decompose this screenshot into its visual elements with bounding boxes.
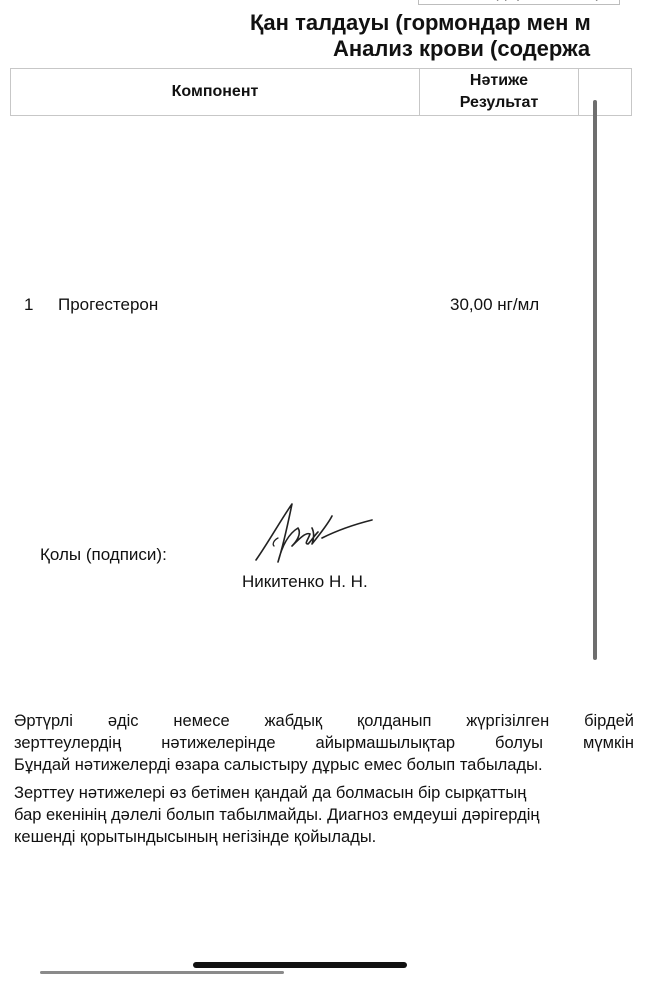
home-indicator[interactable]	[193, 962, 407, 968]
handwritten-signature	[248, 498, 378, 568]
horizontal-scroll-indicator[interactable]	[40, 971, 284, 974]
word: қолданып	[357, 712, 432, 730]
signature-label: Қолы (подписи):	[40, 545, 167, 564]
result-header-label-ru: Результат	[459, 94, 539, 111]
top-cut-cell	[418, 0, 620, 5]
word: мүмкін	[583, 734, 634, 752]
title-kazakh: Қан талдауы (гормондар мен м	[250, 10, 591, 35]
disclaimer-line	[14, 732, 634, 754]
disclaimer-line: Зерттеу нәтижелері өз бетімен қандай да болмасын бір сырқаттың	[14, 784, 527, 802]
row-result-value: 30,00 нг/мл	[450, 295, 540, 314]
results-table-header	[10, 68, 632, 116]
word: нәтижелерінде	[161, 734, 276, 752]
signer-name: Никитенко Н. Н.	[242, 572, 368, 591]
column-header-component	[11, 69, 420, 115]
column-header-cut	[579, 69, 639, 115]
title-russian: Анализ крови (содержа	[333, 36, 591, 61]
disclaimer-paragraph-1	[14, 710, 634, 776]
disclaimer-paragraph-2	[14, 782, 634, 848]
word: айырмашылықтар	[315, 734, 455, 752]
disclaimer-line: Бұндай нәтижелерді өзара салыстыру дұрыс емес болып табылады.	[14, 756, 543, 774]
word: немесе	[173, 712, 230, 730]
word: болуы	[495, 734, 544, 752]
page-edge-scrollbar[interactable]	[593, 100, 597, 660]
component-header-label: Компонент	[171, 83, 259, 100]
word: жабдық	[264, 712, 323, 730]
row-component-name: Прогестерон	[58, 295, 159, 314]
word: бірдей	[584, 712, 634, 730]
word: әдіс	[107, 712, 139, 730]
disclaimer-line: бар екенінің дәлелі болып табылмайды. Диагноз емдеуші дәрігердің	[14, 806, 540, 824]
column-header-result	[420, 69, 579, 115]
word: Әртүрлі	[14, 712, 73, 730]
top-cut-text	[479, 0, 653, 2]
word: жүргізілген	[466, 712, 550, 730]
disclaimer-line: кешенді қорытындысының негізінде қойылады.	[14, 828, 377, 846]
row-number: 1	[24, 295, 34, 314]
word: зерттеулердің	[14, 734, 122, 752]
disclaimer-line	[14, 710, 634, 732]
result-header-label-kz: Нәтиже	[469, 72, 529, 89]
